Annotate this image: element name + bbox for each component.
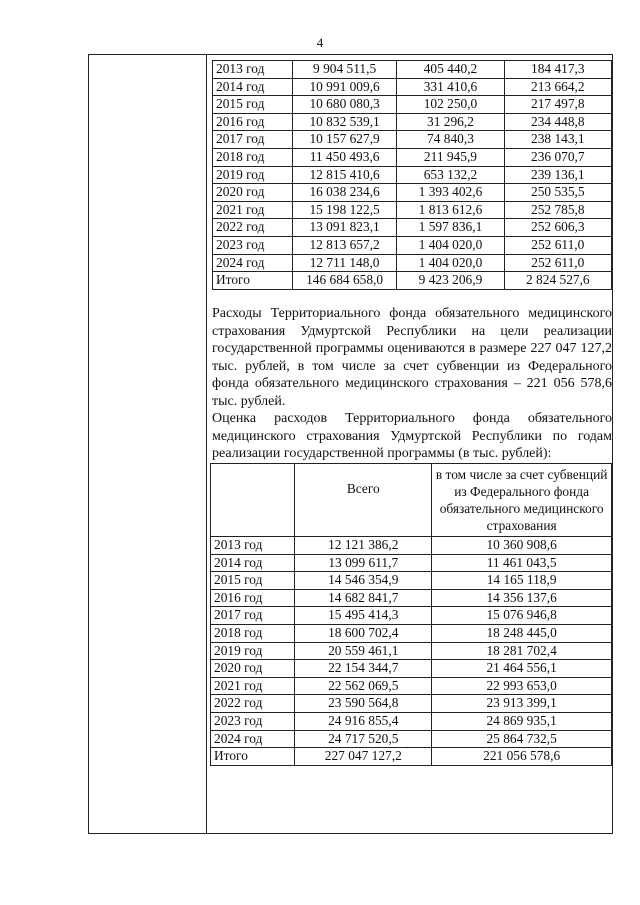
value-cell: 14 356 137,6	[432, 589, 612, 607]
value-cell: 12 711 148,0	[292, 254, 396, 272]
value-cell: 227 047 127,2	[295, 748, 432, 766]
value-cell: 10 360 908,6	[432, 537, 612, 555]
value-cell: 22 562 069,5	[295, 677, 432, 695]
year-cell: 2016 год	[213, 113, 293, 131]
year-cell: 2014 год	[211, 554, 295, 572]
value-cell: 221 056 578,6	[432, 748, 612, 766]
table-row	[213, 254, 612, 272]
tfoms-estimate-caption: Оценка расходов Территориального фонда обязательного медицинского страхования Удмуртской Республики по годам реализации государственной программы (в тыс. рублей):	[212, 411, 612, 461]
year-cell: 2018 год	[211, 624, 295, 642]
value-cell: 15 495 414,3	[295, 607, 432, 625]
table-row	[213, 113, 612, 131]
value-cell: 11 450 493,6	[292, 148, 396, 166]
value-cell: 18 281 702,4	[432, 642, 612, 660]
value-cell: 146 684 658,0	[292, 272, 396, 290]
year-cell: 2013 год	[213, 61, 293, 79]
table-row	[213, 96, 612, 114]
year-cell: Итого	[213, 272, 293, 290]
value-cell: 217 497,8	[504, 96, 611, 114]
value-cell: 331 410,6	[397, 78, 504, 96]
table-row	[211, 695, 612, 713]
year-cell: 2017 год	[211, 607, 295, 625]
tfoms-expenses-paragraph: Расходы Территориального фонда обязательного медицинского страхования Удмуртской Республики на цели реализации государственной программы оцениваются в размере 227 047 127,2 тыс. рублей, в том числе за счет субвенции из Федерального фонда обязательного медицинского страхования – 221 056 578,6 тыс. рублей.	[212, 306, 612, 409]
table-row	[211, 712, 612, 730]
year-cell: Итого	[211, 748, 295, 766]
value-cell: 15 076 946,8	[432, 607, 612, 625]
funding-by-year-table	[212, 60, 612, 290]
table-row	[213, 148, 612, 166]
year-cell: 2015 год	[211, 572, 295, 590]
value-cell: 239 136,1	[504, 166, 611, 184]
table-row	[211, 730, 612, 748]
year-cell: 2024 год	[211, 730, 295, 748]
table-row	[213, 61, 612, 79]
value-cell: 252 611,0	[504, 236, 611, 254]
value-cell: 12 121 386,2	[295, 537, 432, 555]
value-cell: 10 991 009,6	[292, 78, 396, 96]
value-cell: 10 680 080,3	[292, 96, 396, 114]
value-cell: 1 404 020,0	[397, 236, 504, 254]
value-cell: 252 785,8	[504, 201, 611, 219]
value-cell: 14 165 118,9	[432, 572, 612, 590]
value-cell: 13 099 611,7	[295, 554, 432, 572]
value-cell: 25 864 732,5	[432, 730, 612, 748]
year-cell: 2020 год	[211, 660, 295, 678]
header-cell: в том числе за счет субвенций из Федерального фонда обязательного медицинского страхования	[432, 464, 612, 537]
value-cell: 23 913 399,1	[432, 695, 612, 713]
value-cell: 14 682 841,7	[295, 589, 432, 607]
value-cell: 24 869 935,1	[432, 712, 612, 730]
year-cell: 2022 год	[213, 219, 293, 237]
table-row	[213, 184, 612, 202]
value-cell: 1 393 402,6	[397, 184, 504, 202]
table-row	[213, 272, 612, 290]
value-cell: 236 070,7	[504, 148, 611, 166]
value-cell: 22 993 653,0	[432, 677, 612, 695]
table-row	[211, 624, 612, 642]
value-cell: 24 717 520,5	[295, 730, 432, 748]
table-row	[211, 748, 612, 766]
year-cell: 2023 год	[213, 236, 293, 254]
year-cell: 2019 год	[213, 166, 293, 184]
year-cell: 2021 год	[211, 677, 295, 695]
table-row	[211, 642, 612, 660]
table-row	[211, 589, 612, 607]
value-cell: 22 154 344,7	[295, 660, 432, 678]
value-cell: 14 546 354,9	[295, 572, 432, 590]
table-row	[211, 607, 612, 625]
year-cell: 2017 год	[213, 131, 293, 149]
value-cell: 13 091 823,1	[292, 219, 396, 237]
value-cell: 102 250,0	[397, 96, 504, 114]
value-cell: 252 611,0	[504, 254, 611, 272]
year-cell: 2013 год	[211, 537, 295, 555]
year-cell: 2018 год	[213, 148, 293, 166]
value-cell: 238 143,1	[504, 131, 611, 149]
header-cell: Всего	[295, 464, 432, 537]
header-cell	[211, 464, 295, 537]
table-row	[213, 131, 612, 149]
value-cell: 11 461 043,5	[432, 554, 612, 572]
value-cell: 211 945,9	[397, 148, 504, 166]
value-cell: 10 832 539,1	[292, 113, 396, 131]
year-cell: 2014 год	[213, 78, 293, 96]
year-cell: 2024 год	[213, 254, 293, 272]
value-cell: 16 038 234,6	[292, 184, 396, 202]
value-cell: 23 590 564,8	[295, 695, 432, 713]
frame-column-divider	[206, 55, 207, 833]
value-cell: 1 813 612,6	[397, 201, 504, 219]
value-cell: 74 840,3	[397, 131, 504, 149]
value-cell: 2 824 527,6	[504, 272, 611, 290]
table-row	[213, 166, 612, 184]
value-cell: 21 464 556,1	[432, 660, 612, 678]
table-row	[211, 677, 612, 695]
value-cell: 20 559 461,1	[295, 642, 432, 660]
year-cell: 2023 год	[211, 712, 295, 730]
value-cell: 18 248 445,0	[432, 624, 612, 642]
value-cell: 31 296,2	[397, 113, 504, 131]
year-cell: 2015 год	[213, 96, 293, 114]
year-cell: 2016 год	[211, 589, 295, 607]
value-cell: 12 815 410,6	[292, 166, 396, 184]
value-cell: 234 448,8	[504, 113, 611, 131]
value-cell: 9 904 511,5	[292, 61, 396, 79]
table-row	[211, 554, 612, 572]
value-cell: 10 157 627,9	[292, 131, 396, 149]
tfoms-expenses-table	[210, 463, 612, 766]
table-row	[213, 201, 612, 219]
value-cell: 405 440,2	[397, 61, 504, 79]
table-header-row	[211, 464, 612, 537]
value-cell: 15 198 122,5	[292, 201, 396, 219]
value-cell: 24 916 855,4	[295, 712, 432, 730]
page-number: 4	[316, 35, 324, 50]
year-cell: 2020 год	[213, 184, 293, 202]
table-row	[213, 78, 612, 96]
year-cell: 2021 год	[213, 201, 293, 219]
value-cell: 653 132,2	[397, 166, 504, 184]
value-cell: 1 597 836,1	[397, 219, 504, 237]
value-cell: 184 417,3	[504, 61, 611, 79]
value-cell: 250 535,5	[504, 184, 611, 202]
table-row	[211, 572, 612, 590]
value-cell: 213 664,2	[504, 78, 611, 96]
table-row	[213, 219, 612, 237]
value-cell: 252 606,3	[504, 219, 611, 237]
table-row	[213, 236, 612, 254]
year-cell: 2022 год	[211, 695, 295, 713]
value-cell: 12 813 657,2	[292, 236, 396, 254]
year-cell: 2019 год	[211, 642, 295, 660]
value-cell: 9 423 206,9	[397, 272, 504, 290]
table-row	[211, 660, 612, 678]
table-row	[211, 537, 612, 555]
value-cell: 1 404 020,0	[397, 254, 504, 272]
value-cell: 18 600 702,4	[295, 624, 432, 642]
